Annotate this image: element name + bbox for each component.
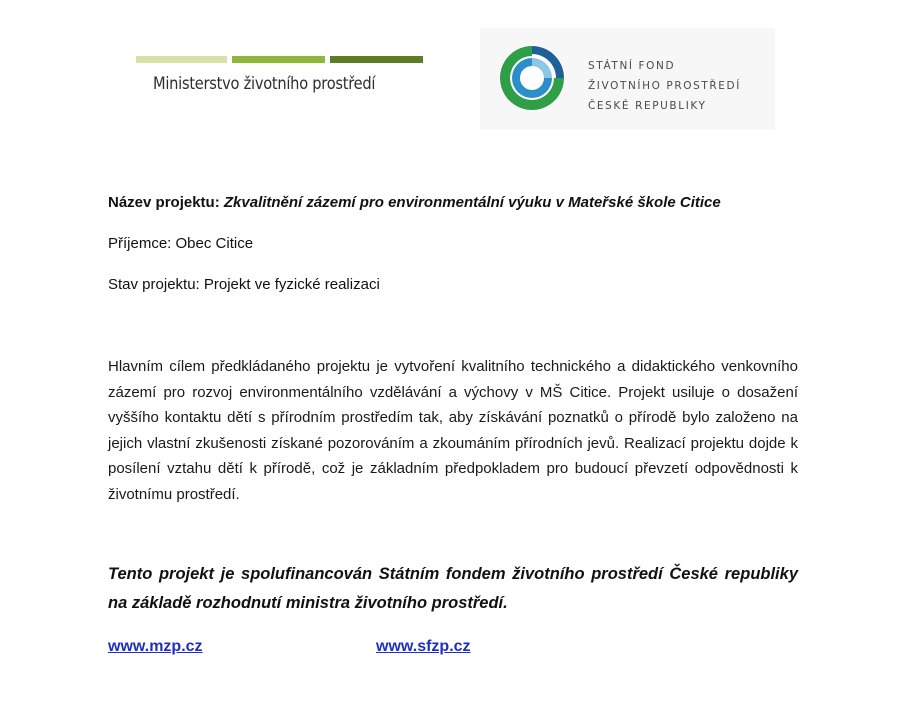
- project-status: Stav projektu: Projekt ve fyzické realizaci: [108, 276, 380, 293]
- links-row: [108, 638, 798, 662]
- ministry-name: Ministerstvo životního prostředí: [153, 74, 376, 94]
- funding-statement: Tento projekt je spolufinancován Státním fondem životního prostředí České republiky na základě rozhodnutí ministra životního prostředí.: [108, 565, 798, 612]
- project-recipient: Příjemce: Obec Citice: [108, 235, 254, 252]
- sfzp-logo: [480, 28, 775, 130]
- sfzp-line-1: STÁTNÍ FOND: [588, 60, 676, 72]
- ministry-logo-bars: [136, 56, 423, 63]
- sfzp-line-2: ŽIVOTNÍHO PROSTŘEDÍ: [588, 80, 741, 92]
- logo-bar-medium: [232, 56, 325, 63]
- logo-bar-light: [136, 56, 227, 63]
- mzp-link[interactable]: www.mzp.cz: [108, 638, 203, 655]
- project-description: Hlavním cílem předkládaného projektu je vytvoření kvalitního technického a didaktického venkovního zázemí pro rozvoj environmentálního vzdělávání a výchovy v MŠ Citice. Projekt usiluje o dosažení vyššího kontaktu dětí s přírodním prostředím tak, aby získávání poznatků o přírodě bylo založeno na jejich vlastní zkušenosti získané pozorováním a zkoumáním přírodních jevů. Realizací projektu dojde k posílení vztahu dětí k přírodě, což je základním předpokladem pro budoucí převzetí odpovědnosti k životnímu prostředí.: [108, 358, 798, 503]
- project-title-value: Zkvalitnění zázemí pro environmentální výuku v Mateřské škole Citice: [223, 194, 721, 211]
- sfzp-line-3: ČESKÉ REPUBLIKY: [588, 100, 707, 112]
- sfzp-wordmark: [588, 56, 741, 116]
- project-title-line: [108, 194, 721, 211]
- sfzp-emblem-icon: [496, 42, 568, 114]
- logo-bar-dark: [330, 56, 423, 63]
- project-title-label: Název projektu:: [108, 194, 220, 211]
- sfzp-link[interactable]: www.sfzp.cz: [376, 638, 471, 655]
- ministry-logo: [136, 56, 426, 106]
